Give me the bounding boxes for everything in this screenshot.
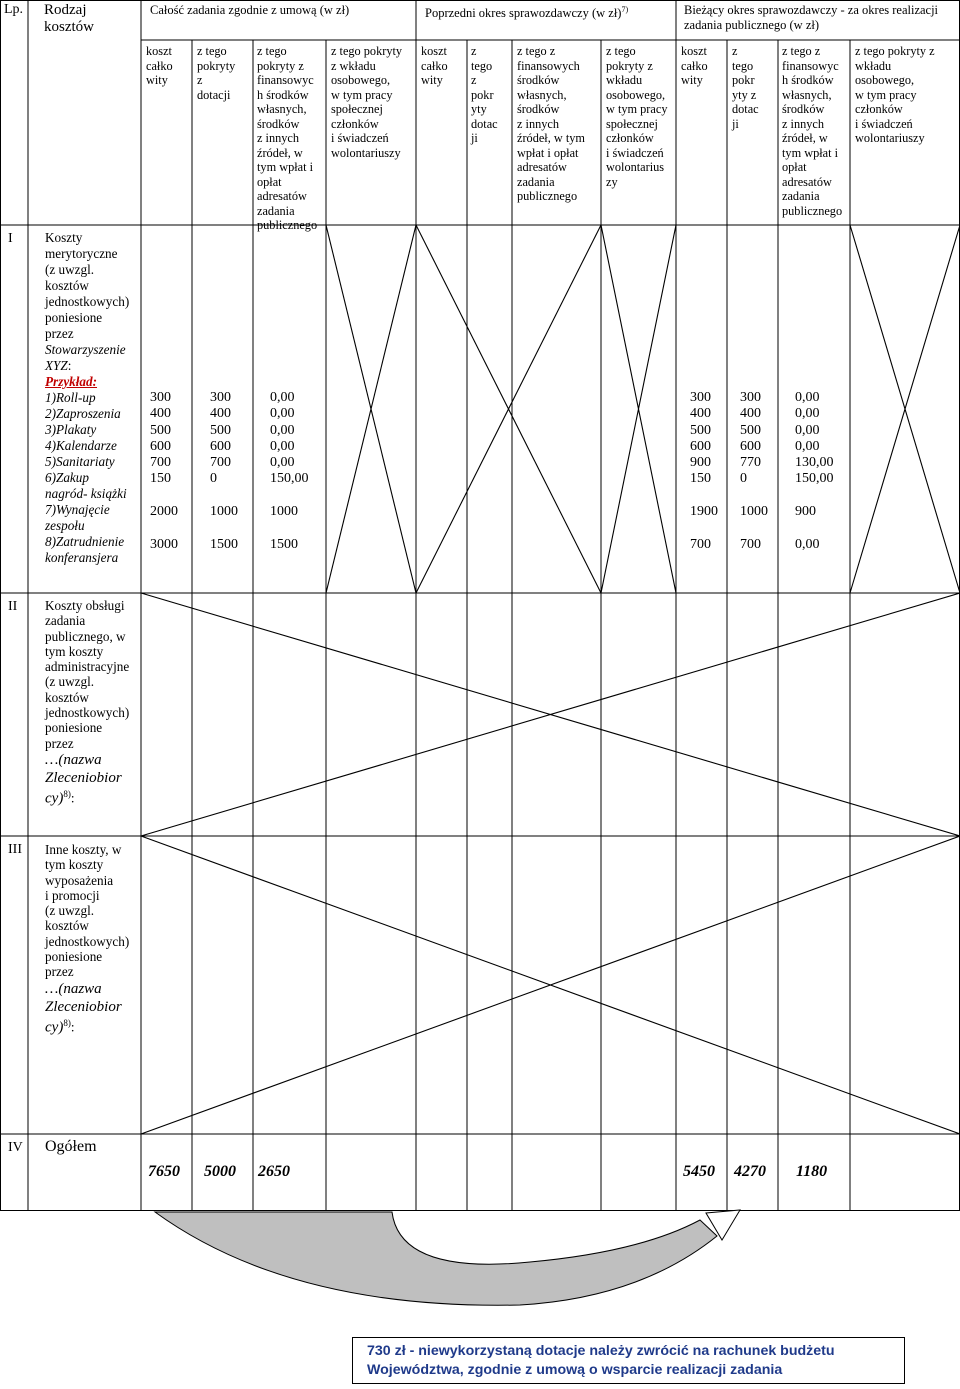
row-2-description — [45, 598, 141, 807]
subheader-total-cost-prev: koszt całko wity — [421, 44, 448, 87]
row-1-description — [45, 230, 141, 566]
row-4-description: Ogółem — [45, 1138, 97, 1155]
row-2-desc-text: Koszty obsługi zadania publicznego, w tym koszty administracyjne (z uwzgl. kosztów jednostkowych) poniesione przez — [45, 598, 130, 751]
col-header-previous-period — [425, 3, 628, 21]
row-3-lp: III — [8, 842, 22, 857]
row-4-lp: IV — [8, 1140, 23, 1155]
col-header-current-period: Bieżący okres sprawozdawczy - za okres realizacji zadania publicznego (w zł) — [684, 3, 939, 32]
row-4-grant: 5000 — [204, 1163, 236, 1180]
subheader-own-funds-prev: z tego z finansowych środków własnych, środków z innych źródeł, w tym wpłat i opłat adresatów zadania publicznego — [517, 44, 585, 203]
row-3-org-name: …(nazwa Zleceniobior cy) — [45, 980, 122, 1036]
subheader-grant-prev: z tego z pokr yty dotac ji — [471, 44, 498, 145]
refund-callout-line-1: 730 zł - niewykorzystaną dotacje należy zwrócić na rachunek budżetu — [367, 1343, 835, 1359]
col-header-total-contract: Całość zadania zgodnie z umową (w zł) — [150, 3, 350, 17]
row-1-own-funds-current-values: 0,00 0,00 0,00 0,00 130,00 150,00 900 0,00 — [795, 390, 834, 552]
row-3-desc-text: Inne koszty, w tym koszty wyposażenia i promocji (z uwzgl. kosztów jednostkowych) poniesione przez — [45, 842, 130, 980]
previous-period-label: Poprzedni okres sprawozdawczy (w zł) — [425, 6, 622, 21]
row-4-total-cost: 7650 — [148, 1163, 180, 1180]
row-1-cost-items: 1)Roll-up 2)Zaproszenia 3)Plakaty 4)Kalendarze 5)Sanitariaty 6)Zakup nagród- książki 7)Wynajęcie zespołu 8)Zatrudnienie konferansjera — [45, 390, 127, 565]
row-1-desc-text: Koszty merytoryczne (z uwzgl. kosztów jednostkowych) poniesione przez — [45, 230, 130, 341]
col-header-rodzaj: Rodzaj kosztów — [44, 2, 94, 35]
subheader-grant: z tego pokryty z dotacji — [197, 44, 236, 102]
row-3-colon: : — [70, 1019, 75, 1035]
subheader-total-cost-current: koszt całko wity — [681, 44, 708, 87]
subheader-total-cost: koszt całko wity — [146, 44, 173, 87]
row-4-total-cost-current: 5450 — [683, 1163, 715, 1180]
subheader-volunteer-prev: z tego pokryty z wkładu osobowego, w tym pracy społecznej członków i świadczeń wolontarius zy — [606, 44, 668, 189]
row-1-total-cost-current-values: 300 400 500 600 900 150 1900 700 — [690, 390, 718, 552]
row-1-grant-values: 300 400 500 600 700 0 1000 1500 — [210, 390, 238, 552]
row-1-total-cost-values: 300 400 500 600 700 150 2000 3000 — [150, 390, 178, 552]
row-2-org-name: …(nazwa Zleceniobior cy) — [45, 751, 122, 807]
row-1-example-label: Przykład: — [45, 374, 98, 389]
refund-callout-box — [352, 1337, 905, 1384]
row-2-footnote: 8) — [63, 788, 71, 799]
row-2-lp: II — [8, 599, 18, 614]
transfer-arrow-shape — [155, 1210, 740, 1305]
row-1-lp: I — [8, 231, 13, 246]
row-2-colon: : — [70, 790, 75, 806]
previous-period-footnote: 7) — [621, 5, 629, 14]
subheader-grant-current: z tego pokr yty z dotac ji — [732, 44, 759, 131]
subheader-own-funds-current: z tego z finansowyc h środków własnych, środków z innych źródeł, w tym wpłat i opłat adresatów zadania publicznego — [782, 44, 843, 218]
row-1-org-name: Stowarzyszenie XYZ — [45, 342, 126, 373]
row-4-own-funds-current: 1180 — [796, 1163, 828, 1180]
col-header-lp: Lp. — [4, 2, 24, 17]
row-1-own-funds-values: 0,00 0,00 0,00 0,00 0,00 150,00 1000 1500 — [270, 390, 309, 552]
refund-callout-line-2: Województwa, zgodnie z umową o wsparcie realizacji zadania — [367, 1362, 783, 1378]
row-3-footnote: 8) — [63, 1017, 71, 1028]
row-4-grant-current: 4270 — [734, 1163, 766, 1180]
row-1-grant-current-values: 300 400 500 600 770 0 1000 700 — [740, 390, 768, 552]
row-1-org-colon: : — [67, 358, 72, 373]
subheader-own-funds: z tego pokryty z finansowyc h środków własnych, środków z innych źródeł, w tym wpłat i opłat adresatów zadania publicznego — [257, 44, 318, 232]
subheader-volunteer-current: z tego pokryty z wkładu osobowego, w tym pracy członków i świadczeń wolontariuszy — [855, 44, 935, 145]
row-4-own-funds: 2650 — [258, 1163, 290, 1180]
subheader-volunteer: z tego pokryty z wkładu osobowego, w tym pracy społecznej członków i świadczeń wolontariuszy — [331, 44, 403, 160]
row-3-description — [45, 842, 141, 1036]
